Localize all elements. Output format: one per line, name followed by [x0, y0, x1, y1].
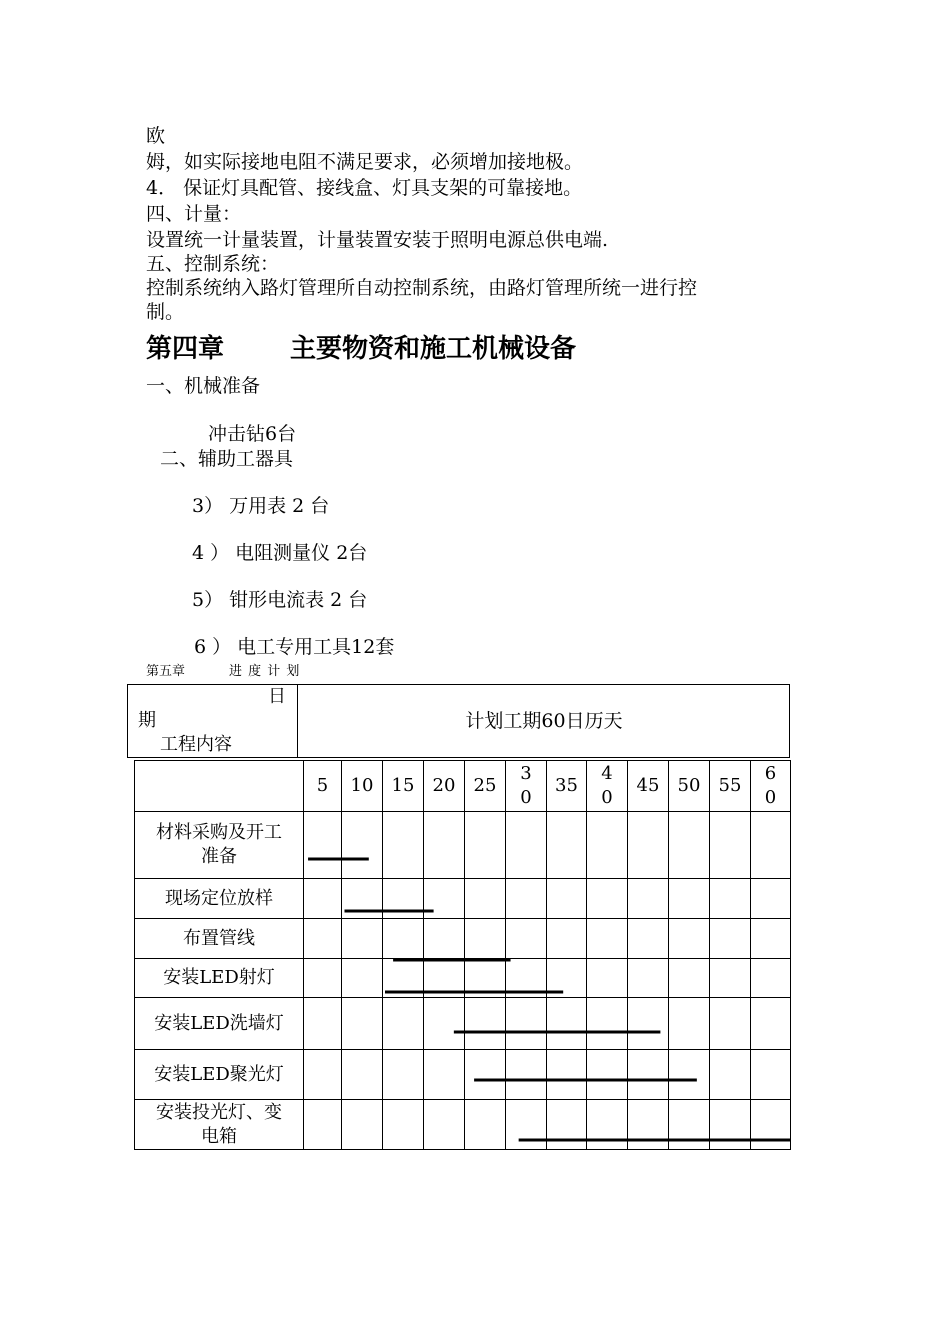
day-col: 25 [465, 761, 506, 812]
chapter5-label: 第五章 [146, 664, 186, 679]
day-header-row [135, 761, 791, 812]
day-col: 20 [424, 761, 465, 812]
task-name: 材料采购及开工准备 [135, 812, 304, 879]
plan-duration-title: 计划工期60日历天 [465, 710, 623, 732]
corner-label-period: 期 [138, 710, 156, 731]
schedule-corner-cell [128, 685, 298, 757]
tool-electrician-kit: 6 ） 电工专用工具12套 [194, 636, 395, 658]
corner-label-day: 日 [268, 686, 286, 707]
paragraph-line-6: 五、控制系统： [146, 253, 280, 275]
task-row [135, 1050, 791, 1100]
paragraph-line-2: 姆，如实际接地电阻不满足要求，必须增加接地极。 [146, 151, 584, 173]
item-impact-drill: 冲击钻6台 [208, 423, 297, 445]
task-row [135, 998, 791, 1050]
day-col-label: 60 [764, 763, 777, 808]
task-row [135, 1100, 791, 1150]
task-row [135, 812, 791, 879]
day-header-blank [135, 761, 304, 812]
tool-multimeter: 3） 万用表 2 台 [192, 495, 330, 517]
schedule-header [127, 684, 790, 758]
day-col-label: 40 [601, 763, 613, 808]
task-name: 安装投光灯、变电箱 [135, 1100, 304, 1150]
day-col: 35 [547, 761, 587, 812]
task-row [135, 919, 791, 959]
day-col: 5 [304, 761, 342, 812]
task-row [135, 959, 791, 998]
task-name: 现场定位放样 [135, 879, 304, 919]
paragraph-line-4: 四、计量： [146, 203, 242, 225]
chapter4-title: 主要物资和施工机械设备 [290, 334, 577, 364]
paragraph-line-8: 制。 [146, 301, 185, 323]
corner-label-content: 工程内容 [160, 734, 232, 755]
schedule-table [134, 760, 791, 1150]
section-auxiliary-tools: 二、辅助工器具 [160, 448, 294, 470]
day-col [587, 761, 628, 812]
day-col: 45 [628, 761, 669, 812]
chapter5-title: 进 度 计 划 [229, 664, 301, 679]
task-name: 安装LED洗墙灯 [135, 998, 304, 1050]
paragraph-line-1: 欧 [146, 125, 166, 147]
task-name: 安装LED聚光灯 [135, 1050, 304, 1100]
paragraph-line-3: 4． 保证灯具配管、接线盒、灯具支架的可靠接地。 [146, 177, 583, 199]
paragraph-line-5: 设置统一计量装置，计量装置安装于照明电源总供电端. [146, 229, 609, 251]
task-name: 布置管线 [135, 919, 304, 959]
task-row [135, 879, 791, 919]
paragraph-line-7: 控制系统纳入路灯管理所自动控制系统，由路灯管理所统一进行控 [146, 277, 698, 299]
day-col [751, 761, 791, 812]
day-col: 10 [342, 761, 383, 812]
day-col: 50 [669, 761, 710, 812]
task-name: 安装LED射灯 [135, 959, 304, 998]
chapter4-number: 第四章 [146, 334, 225, 364]
tool-clamp-meter: 5） 钳形电流表 2 台 [192, 589, 368, 611]
tool-resistance-meter: 4 ） 电阻测量仪 2台 [192, 542, 368, 564]
day-col [506, 761, 547, 812]
day-col-label: 30 [520, 763, 532, 808]
day-col: 15 [383, 761, 424, 812]
section-machinery: 一、机械准备 [146, 375, 261, 397]
day-col: 55 [710, 761, 751, 812]
